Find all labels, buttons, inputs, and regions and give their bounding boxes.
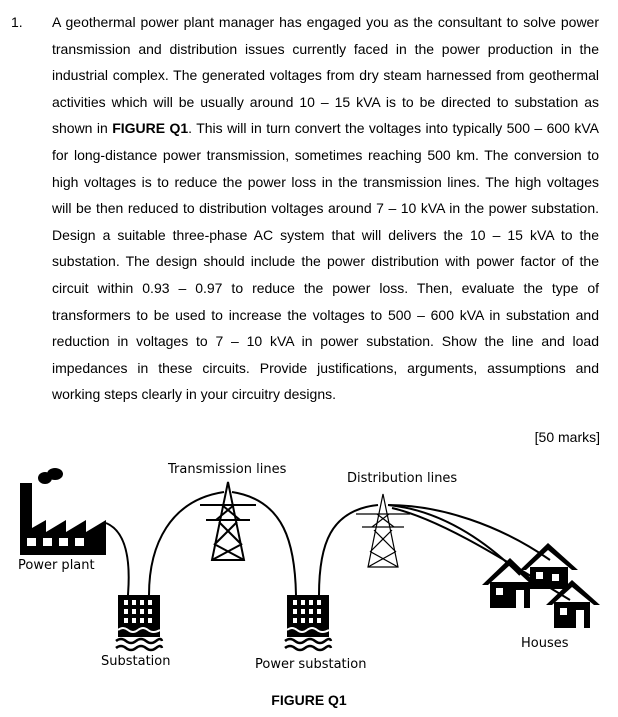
substation-label: Substation — [101, 654, 171, 669]
power-substation-icon — [285, 595, 331, 650]
transmission-tower-icon — [200, 482, 256, 560]
substation-icon — [116, 595, 162, 650]
transmission-lines-label: Transmission lines — [168, 462, 287, 477]
question-text — [52, 9, 599, 408]
marks-label: [50 marks] — [534, 429, 600, 445]
question-text-part2: . This will in turn convert the voltages into typically 500 – 600 kVA for long-distance power transmission, sometimes reaching 500 km. The conversion to high voltages is to reduce the power loss in the transmission lines. The high voltages will be then reduced to distribution voltages around 7 – 10 kVA in the power substation. Design a suitable three-phase AC system that will delivers the 10 – 15 kVA to the substation. The design should include the power distribution with power factor of the circuit within 0.93 – 0.97 to reduce the power loss. Then, evaluate the type of transformers to be used to increase the voltages to 500 – 600 kVA in substation and reduction in voltages to 7 – 10 kVA in power substation. Show the line and load impedances in these circuits. Provide justifications, arguments, assumptions and working steps clearly in your circuitry designs. — [52, 120, 599, 403]
houses-label: Houses — [521, 636, 569, 651]
factory-icon — [20, 468, 106, 555]
power-substation-label: Power substation — [255, 657, 367, 672]
power-plant-label: Power plant — [18, 558, 95, 573]
question-number: 1. — [11, 14, 23, 30]
figure-reference: FIGURE Q1 — [112, 120, 189, 137]
figure-caption: FIGURE Q1 — [271, 692, 347, 708]
question-text-part1: A geothermal power plant manager has engaged you as the consultant to solve power transmission and distribution issues currently faced in the power production in the industrial complex. The generated voltages from dry steam harnessed from geothermal activities which will be usually around 10 – 15 kVA is to be directed to substation as shown in — [52, 14, 599, 137]
distribution-lines-label: Distribution lines — [347, 471, 458, 486]
